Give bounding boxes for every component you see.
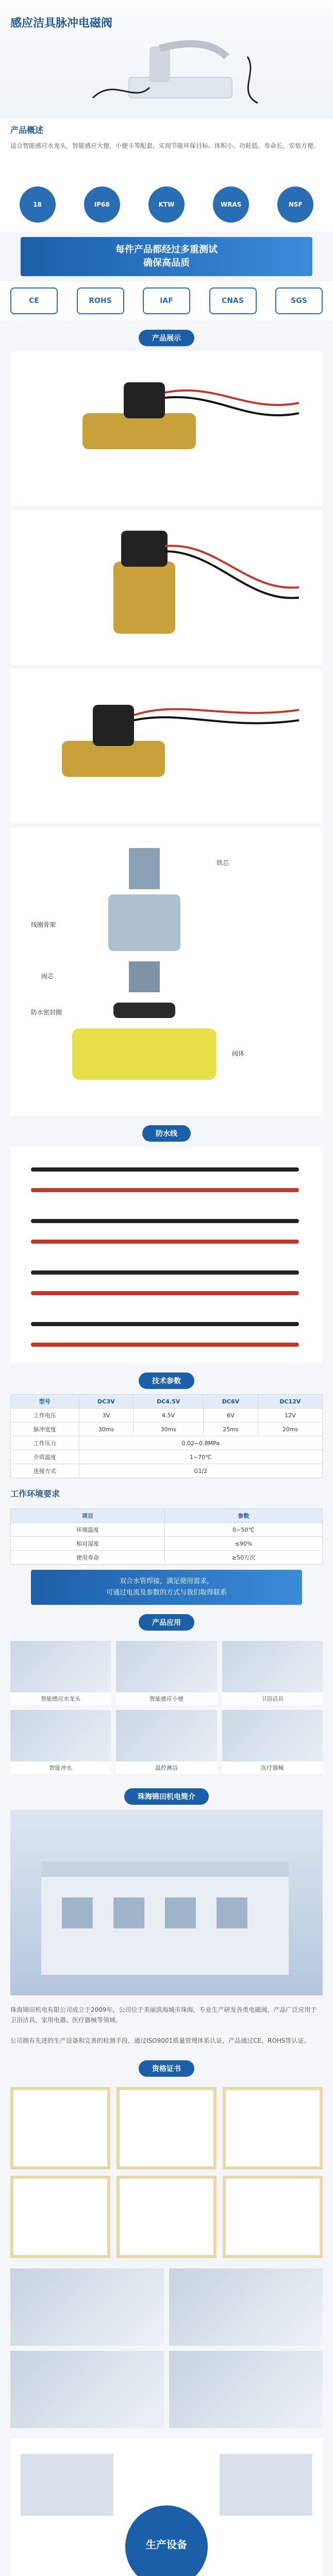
product-photo (10, 351, 323, 506)
certificates-heading-label: 资格证书 (139, 2060, 194, 2077)
certificate-doc (223, 2176, 323, 2258)
app-card (10, 1641, 111, 1705)
spec-header: DC6V (203, 1395, 258, 1409)
certificate-doc (116, 2087, 217, 2170)
spec-cell: 3V (79, 1409, 134, 1422)
diagram-label: 铁芯 (217, 859, 229, 867)
certificates-heading (0, 2060, 333, 2077)
waterproof-heading-label: 防水线 (142, 1125, 191, 1142)
devices-image (10, 2438, 323, 2576)
spec-header: 型号 (11, 1395, 79, 1409)
cert-logo: ROHS (77, 287, 124, 314)
certificates-grid (0, 2082, 333, 2263)
spec-cell: 6V (203, 1409, 258, 1422)
display-heading (0, 330, 333, 346)
diagram-image (10, 827, 323, 1116)
app-image (116, 1641, 217, 1692)
about-heading (0, 1788, 333, 1805)
app-card (116, 1710, 217, 1774)
notice-line1: 双合水管焊接，满足使用需求， (119, 1578, 213, 1585)
app-caption: 智能冲水 (49, 1765, 72, 1771)
apps-heading (0, 1614, 333, 1631)
app-image (10, 1710, 111, 1761)
cert-logo: SGS (275, 287, 323, 314)
app-image (10, 1641, 111, 1692)
cert-logo-row (0, 281, 333, 320)
spec-cell: 连接方式 (11, 1464, 79, 1478)
valve-image (10, 669, 323, 823)
cert-badge: WRAS (213, 187, 249, 223)
spec-cell: 1~70℃ (79, 1450, 323, 1464)
spec-cell: G1/2 (79, 1464, 323, 1478)
product-photo (10, 669, 323, 823)
spec-cell: 4.5V (134, 1409, 204, 1422)
quality-banner-line2: 确保高品质 (143, 258, 190, 268)
env-header: 项目 (11, 1509, 165, 1523)
spec-cell: 介质温度 (11, 1450, 79, 1464)
env-cell: 相对湿度 (11, 1537, 165, 1551)
cable-line (31, 1188, 299, 1192)
cert-logo: IAF (143, 287, 190, 314)
spec-header: DC4.5V (134, 1395, 204, 1409)
app-caption: 医疗器械 (261, 1765, 284, 1771)
about-heading-label: 珠海锦田机电简介 (124, 1788, 209, 1805)
spec-cell: 工作电压 (11, 1409, 79, 1422)
spec-cell: 30ms (134, 1422, 204, 1436)
cert-badge: 18 (20, 187, 56, 223)
apps-heading-label: 产品应用 (139, 1614, 194, 1631)
env-cell: 环境温度 (11, 1523, 165, 1537)
table-row (11, 1464, 323, 1478)
devices-label: 生产设备 (146, 2538, 187, 2551)
diagram-label: 防水密封圈 (31, 1009, 62, 1016)
page-title: 感应洁具脉冲电磁阀 (10, 17, 113, 30)
cert-badge: KTW (148, 187, 185, 223)
cable-line (31, 1240, 299, 1244)
table-row (11, 1523, 323, 1537)
spec-table (10, 1394, 323, 1478)
cable-line (31, 1270, 299, 1275)
app-caption: 智能感应水龙头 (41, 1696, 81, 1702)
env-cell: 0~50℃ (165, 1523, 323, 1537)
cable-line (31, 1343, 299, 1347)
certificate-doc (223, 2087, 323, 2170)
table-row (11, 1551, 323, 1565)
valve-image (10, 351, 323, 506)
env-table (10, 1509, 323, 1565)
intro-heading: 产品概述 (10, 125, 44, 135)
cert-logo: CE (10, 287, 58, 314)
factory-photo (10, 1810, 323, 1995)
app-card (222, 1710, 323, 1774)
table-row (11, 1450, 323, 1464)
valve-image (10, 510, 323, 665)
exploded-diagram (10, 827, 323, 1116)
cert-badge-row (0, 180, 333, 232)
env-header: 参数 (165, 1509, 323, 1523)
cable-line (31, 1322, 299, 1326)
table-row (11, 1436, 323, 1450)
workshop-photo (169, 2351, 323, 2428)
cert-badge: NSF (277, 187, 313, 223)
workshop-photo (169, 2268, 323, 2346)
about-paragraph-1: 珠海锦田机电有限公司成立于2009年，公司位于美丽滨海城市珠海，专业生产研发各类电磁阀，产品广泛应用于卫浴洁具、家用电器、医疗器械等领域。 (10, 2006, 317, 2024)
cable-photo (10, 1147, 323, 1363)
env-cell: ≥50万次 (165, 1551, 323, 1565)
certificate-doc (10, 2087, 110, 2170)
spec-cell: 20ms (258, 1422, 322, 1436)
waterproof-heading (0, 1125, 333, 1142)
app-caption: 温控淋浴 (155, 1765, 178, 1771)
certificate-doc (116, 2176, 217, 2258)
diagram-label: 阀体 (232, 1050, 245, 1057)
app-card (10, 1710, 111, 1774)
app-caption: 智能感应小便 (149, 1696, 184, 1702)
notice-banner (31, 1570, 302, 1605)
certificate-doc (10, 2176, 110, 2258)
workshop-photo (10, 2351, 164, 2428)
quality-banner (21, 237, 312, 276)
intro-body: 适合智能感应水龙头，智能感应大便，小便斗等配套，实现节能环保目标。体积小，功耗低，寿命长，安装方便。 (10, 142, 320, 149)
devices-section (10, 2438, 323, 2576)
cable-line (31, 1167, 299, 1172)
env-cell: ≤90% (165, 1537, 323, 1551)
app-image (222, 1710, 323, 1761)
app-image (116, 1710, 217, 1761)
spec-cell: 脉冲宽度 (11, 1422, 79, 1436)
spec-cell: 30ms (79, 1422, 134, 1436)
cert-logo: CNAS (209, 287, 257, 314)
faucet-image (82, 36, 268, 108)
app-caption: 卫浴洁具 (261, 1696, 284, 1702)
table-row (11, 1422, 323, 1436)
quality-banner-line1: 每件产品都经过多重测试 (115, 244, 218, 255)
workshop-photo-grid (0, 2263, 333, 2433)
table-row (11, 1537, 323, 1551)
intro-section (0, 118, 333, 180)
factory-image (10, 1810, 323, 1995)
env-cell: 使用寿命 (11, 1551, 165, 1565)
spec-header: DC3V (79, 1395, 134, 1409)
spec-header: DC12V (258, 1395, 322, 1409)
product-photo (10, 510, 323, 665)
specs-heading-label: 技术参数 (139, 1372, 194, 1389)
app-card (116, 1641, 217, 1705)
cable-line (31, 1291, 299, 1295)
env-heading: 工作环境要求 (10, 1489, 60, 1499)
workshop-photo (10, 2268, 164, 2346)
specs-heading (0, 1372, 333, 1389)
hero-section (0, 0, 333, 118)
spec-cell: 25ms (203, 1422, 258, 1436)
spec-cell: 0.02~0.8MPa (79, 1436, 323, 1450)
spec-cell: 12V (258, 1409, 322, 1422)
app-image (222, 1641, 323, 1692)
cable-line (31, 1219, 299, 1223)
spec-cell: 工作压力 (11, 1436, 79, 1450)
app-card (222, 1641, 323, 1705)
diagram-label: 线圈骨架 (31, 921, 56, 928)
diagram-label: 阀芯 (41, 973, 54, 980)
about-paragraph-2: 公司拥有先进的生产设备和完善的检测手段，通过ISO9001质量管理体系认证，产品通过CE、ROHS等认证。 (10, 2037, 310, 2044)
cert-badge: IP68 (84, 187, 120, 223)
table-row (11, 1409, 323, 1422)
apps-grid (0, 1636, 333, 1779)
notice-line2: 可通过电流及参数的方式与我们取得联系 (106, 1589, 227, 1597)
display-heading-label: 产品展示 (139, 330, 194, 346)
